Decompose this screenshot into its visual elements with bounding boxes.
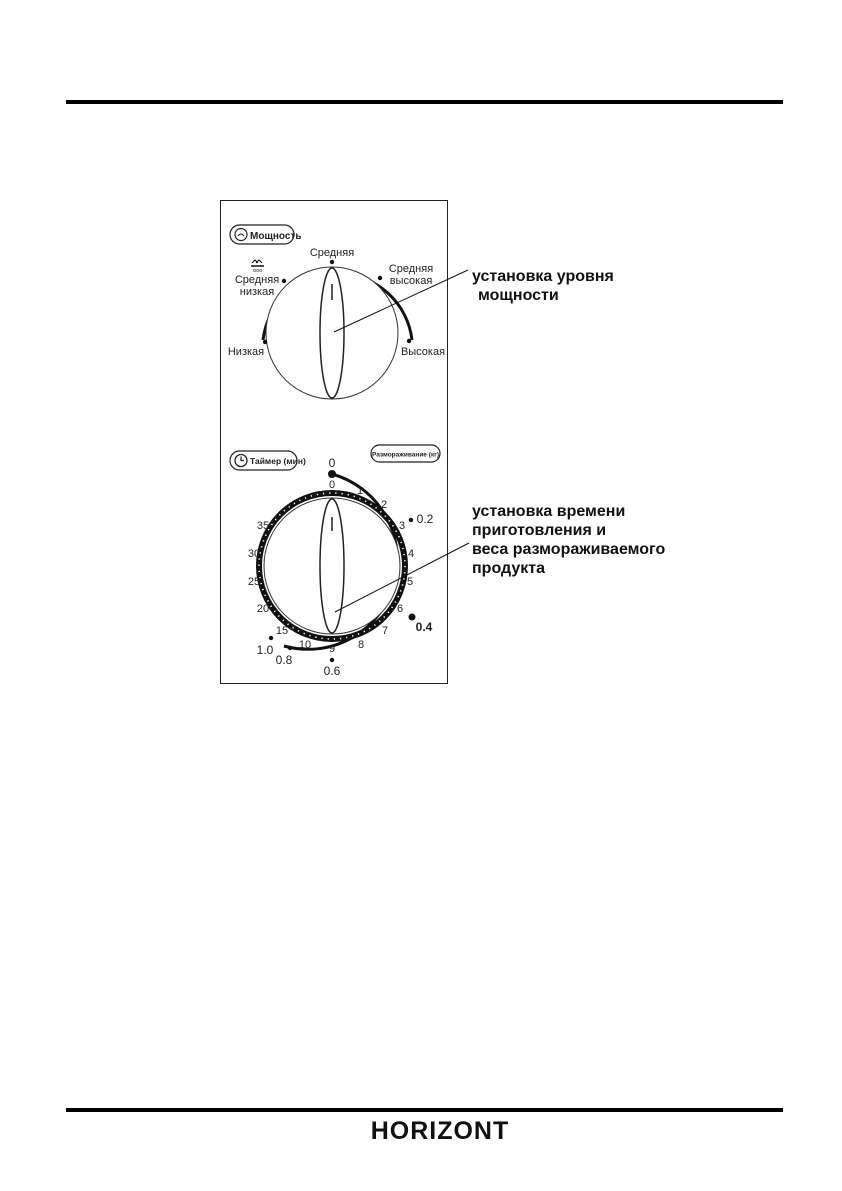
defrost-badge-label: Размораживание (кг) bbox=[371, 451, 440, 459]
minute-label-25: 25 bbox=[247, 576, 261, 588]
weight-label-0.2: 0.2 bbox=[416, 512, 434, 526]
power-dot-low bbox=[263, 340, 267, 344]
power-label-medium-high-1: Средняя bbox=[388, 263, 434, 275]
power-label-high: Высокая bbox=[400, 346, 446, 358]
footer-rule bbox=[66, 1108, 783, 1112]
minute-label-10: 10 bbox=[298, 639, 312, 651]
power-dot-medium-high bbox=[378, 276, 382, 280]
minute-label-30: 30 bbox=[247, 548, 261, 560]
svg-text:ooo: ooo bbox=[253, 268, 263, 274]
defrost-icon bbox=[251, 260, 264, 274]
power-badge bbox=[230, 225, 302, 244]
minute-label-9: 9 bbox=[328, 643, 336, 655]
weight-label-0.8: 0.8 bbox=[275, 653, 293, 667]
power-dot-medium-low bbox=[282, 279, 286, 283]
minute-label-15: 15 bbox=[275, 625, 289, 637]
weight-dot-0.8 bbox=[288, 646, 292, 650]
timer-callout-line-1: установка времени bbox=[472, 503, 626, 520]
weight-dot-0.6 bbox=[330, 658, 334, 662]
minute-label-5: 5 bbox=[406, 576, 414, 588]
power-callout bbox=[472, 267, 614, 305]
weight-zero-label: 0 bbox=[328, 456, 336, 470]
timer-callout-line-2: приготовления и bbox=[472, 522, 607, 539]
weight-dot-0.2 bbox=[409, 518, 413, 522]
timer-badge bbox=[230, 451, 306, 470]
power-callout-line-1: установка уровня bbox=[472, 268, 614, 285]
minute-label-0: 0 bbox=[328, 479, 336, 491]
minute-label-4: 4 bbox=[407, 548, 415, 560]
power-dot-medium bbox=[330, 260, 334, 264]
minute-label-35: 35 bbox=[256, 520, 270, 532]
power-label-medium-low-1: Средняя bbox=[234, 274, 280, 286]
minute-label-1: 1 bbox=[356, 485, 364, 497]
minute-label-8: 8 bbox=[357, 639, 365, 651]
timer-badge-label: Таймер (мин) bbox=[250, 456, 306, 466]
power-label-low: Низкая bbox=[227, 346, 265, 358]
weight-label-1.0: 1.0 bbox=[256, 643, 274, 657]
power-badge-label: Мощность bbox=[250, 231, 302, 242]
power-label-medium-high-2: высокая bbox=[389, 275, 433, 287]
minute-label-7: 7 bbox=[381, 625, 389, 637]
weight-label-0.4: 0.4 bbox=[415, 620, 433, 634]
minute-label-2: 2 bbox=[380, 499, 388, 511]
weight-dot-0.4 bbox=[409, 614, 416, 621]
power-callout-line-2: мощности bbox=[478, 287, 559, 304]
power-label-medium-low-2: низкая bbox=[239, 286, 275, 298]
minute-label-20: 20 bbox=[256, 603, 270, 615]
minute-label-6: 6 bbox=[396, 603, 404, 615]
weight-start-marker bbox=[328, 470, 336, 478]
defrost-badge bbox=[371, 445, 440, 462]
power-label-medium: Средняя bbox=[309, 247, 355, 259]
power-dot-high bbox=[407, 339, 411, 343]
timer-callout bbox=[472, 502, 665, 578]
timer-callout-line-3: веса размораживаемого bbox=[472, 541, 666, 558]
minute-label-3: 3 bbox=[398, 520, 406, 532]
weight-label-0.6: 0.6 bbox=[323, 664, 341, 678]
weight-dot-1.0 bbox=[269, 636, 273, 640]
timer-callout-line-4: продукта bbox=[472, 560, 545, 577]
brand-logo: HORIZONT bbox=[370, 1117, 510, 1145]
